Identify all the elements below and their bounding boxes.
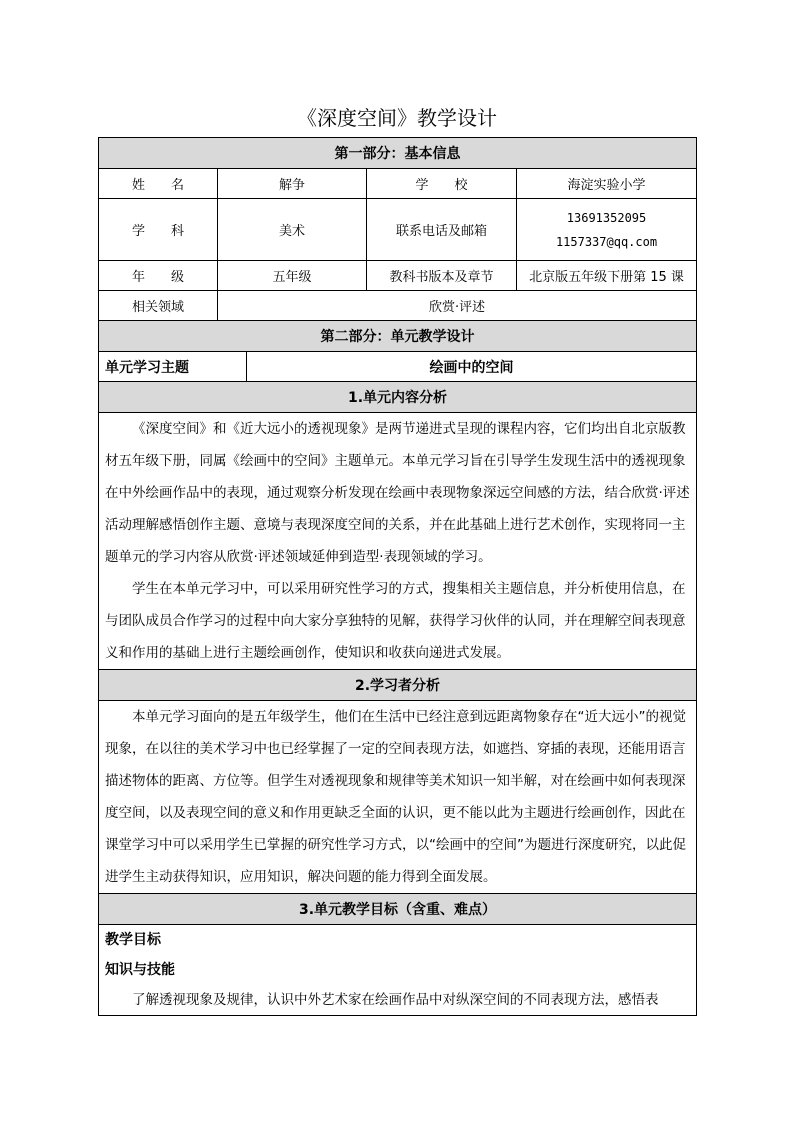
grade-label: 年 级 xyxy=(99,261,218,291)
section1-header: 1.单元内容分析 xyxy=(99,382,697,413)
field-label: 相关领域 xyxy=(99,291,218,321)
subject-label: 学 科 xyxy=(99,199,218,261)
field-value: 欣赏·评述 xyxy=(218,291,697,321)
objectives-heading: 教学目标 xyxy=(105,932,161,948)
knowledge-skills-heading: 知识与技能 xyxy=(105,962,175,978)
name-value: 解争 xyxy=(218,169,367,199)
learner-analysis-paragraph: 本单元学习面向的是五年级学生，他们在生活中已经注意到远距离物象存在“近大远小”的视觉现象，在以往的美术学习中也已经掌握了一定的空间表现方法，如遮挡、穿插的表现，还能用语言描述物体的距离、方位等。但学生对透视现象和规律等美术知识一知半解，对在绘画中如何表现深度空间，以及表现空间的意义和作用更缺乏全面的认识，更不能以此为主题进行绘画创作，因此在课堂学习中可以采用学生已掌握的研究性学习方式，以“绘画中的空间”为题进行深度研究，以此促进学生主动获得知识，应用知识，解决问题的能力得到全面发展。 xyxy=(105,709,686,885)
subject-value: 美术 xyxy=(218,199,367,261)
part1-header: 第一部分：基本信息 xyxy=(99,138,697,169)
unit-theme-value: 绘画中的空间 xyxy=(247,352,697,382)
content-analysis-paragraph: 学生在本单元学习中，可以采用研究性学习的方式，搜集相关主题信息，并分析使用信息，在与团队成员合作学习的过程中向大家分享独特的见解，获得学习伙伴的认同，并在理解空间表现意义和作用的基础上进行主题绘画创作，使知识和收获向递进式发展。 xyxy=(105,581,686,661)
document-title: 《深度空间》教学设计 xyxy=(297,106,497,130)
contact-value xyxy=(517,199,697,261)
phone-number: 13691352095 xyxy=(566,210,647,225)
grade-value: 五年级 xyxy=(218,261,367,291)
objectives-paragraph: 了解透视现象及规律，认识中外艺术家在绘画作品中对纵深空间的不同表现方法，感悟表 xyxy=(132,992,659,1008)
school-label: 学 校 xyxy=(367,169,517,199)
unit-theme-label: 单元学习主题 xyxy=(99,352,247,382)
lesson-design-table xyxy=(98,137,697,1016)
section2-header: 2.学习者分析 xyxy=(99,670,697,701)
content-analysis-text xyxy=(99,413,697,670)
email-address: 1157337@qq.com xyxy=(555,234,658,249)
teaching-objectives xyxy=(99,925,697,1016)
content-analysis-paragraph: 《深度空间》和《近大远小的透视现象》是两节递进式呈现的课程内容，它们均出自北京版教材五年级下册，同属《绘画中的空间》主题单元。本单元学习旨在引导学生发现生活中的透视现象在中外绘画作品中的表现，通过观察分析发现在绘画中表现物象深远空间感的方法，结合欣赏·评述活动理解感悟创作主题、意境与表现深度空间的关系，并在此基础上进行艺术创作，实现将同一主题单元的学习内容从欣赏·评述领域延伸到造型·表现领域的学习。 xyxy=(105,421,690,565)
contact-label: 联系电话及邮箱 xyxy=(367,199,517,261)
textbook-value: 北京版五年级下册第 15 课 xyxy=(517,261,697,291)
section3-header: 3.单元教学目标（含重、难点） xyxy=(99,894,697,925)
name-label: 姓 名 xyxy=(99,169,218,199)
part2-header: 第二部分：单元教学设计 xyxy=(99,321,697,352)
learner-analysis-text xyxy=(99,701,697,894)
school-value: 海淀实验小学 xyxy=(517,169,697,199)
textbook-label: 教科书版本及章节 xyxy=(367,261,517,291)
